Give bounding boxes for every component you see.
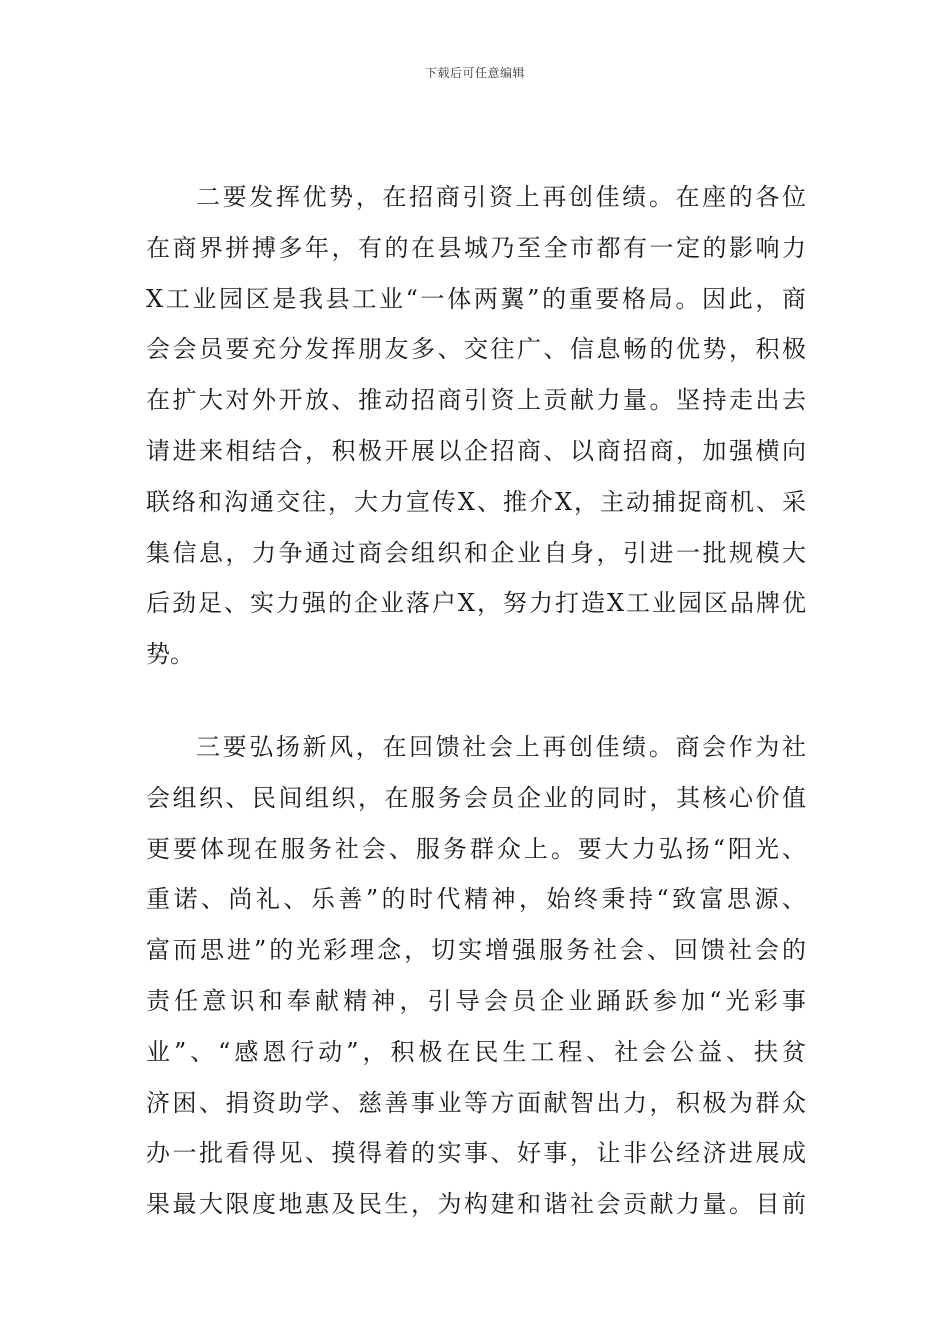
text-line: 联络和沟通交往，大力宣传X、推介X，主动捕捉商机、采 — [146, 487, 806, 516]
text-line: 富而思进”的光彩理念，切实增强服务社会、回馈社会的 — [146, 936, 806, 965]
text-line: 后劲足、实力强的企业落户X，努力打造X工业园区品牌优 — [146, 589, 806, 618]
text-line: 三要弘扬新风，在回馈社会上再创佳绩。商会作为社 — [196, 733, 806, 761]
text-line: 二要发挥优势，在招商引资上再创佳绩。在座的各位 — [196, 183, 806, 211]
text-line: 更要体现在服务社会、服务群众上。要大力弘扬“阳光、 — [146, 834, 806, 863]
text-line: 在扩大对外开放、推动招商引资上贡献力量。坚持走出去 — [146, 386, 806, 415]
text-line: 势。 — [146, 640, 194, 669]
text-line: 会组织、民间组织，在服务会员企业的同时，其核心价值 — [146, 783, 806, 812]
page-header: 下载后可任意编辑 — [424, 66, 525, 80]
text-line: 在商界拼搏多年，有的在县城乃至全市都有一定的影响力 — [146, 233, 806, 262]
paragraph-3 — [146, 722, 806, 1230]
text-line: 济困、捐资助学、慈善事业等方面献智出力，积极为群众 — [146, 1088, 806, 1117]
paragraph-2 — [146, 172, 806, 680]
text-line: X工业园区是我县工业“一体两翼”的重要格局。因此，商 — [146, 284, 806, 313]
text-line: 责任意识和奉献精神，引导会员企业踊跃参加“光彩事 — [146, 986, 806, 1015]
text-line: 集信息，力争通过商会组织和企业自身，引进一批规模大 — [146, 538, 806, 567]
text-line: 会会员要充分发挥朋友多、交往广、信息畅的优势，积极 — [146, 335, 806, 364]
text-line: 重诺、尚礼、乐善”的时代精神，始终秉持“致富思源、 — [146, 885, 806, 914]
text-line: 业”、“感恩行动”，积极在民生工程、社会公益、扶贫 — [146, 1037, 806, 1066]
text-line: 办一批看得见、摸得着的实事、好事，让非公经济进展成 — [146, 1139, 806, 1168]
text-line: 请进来相结合，积极开展以企招商、以商招商，加强横向 — [146, 436, 806, 465]
text-line: 果最大限度地惠及民生，为构建和谐社会贡献力量。目前 — [146, 1190, 806, 1219]
